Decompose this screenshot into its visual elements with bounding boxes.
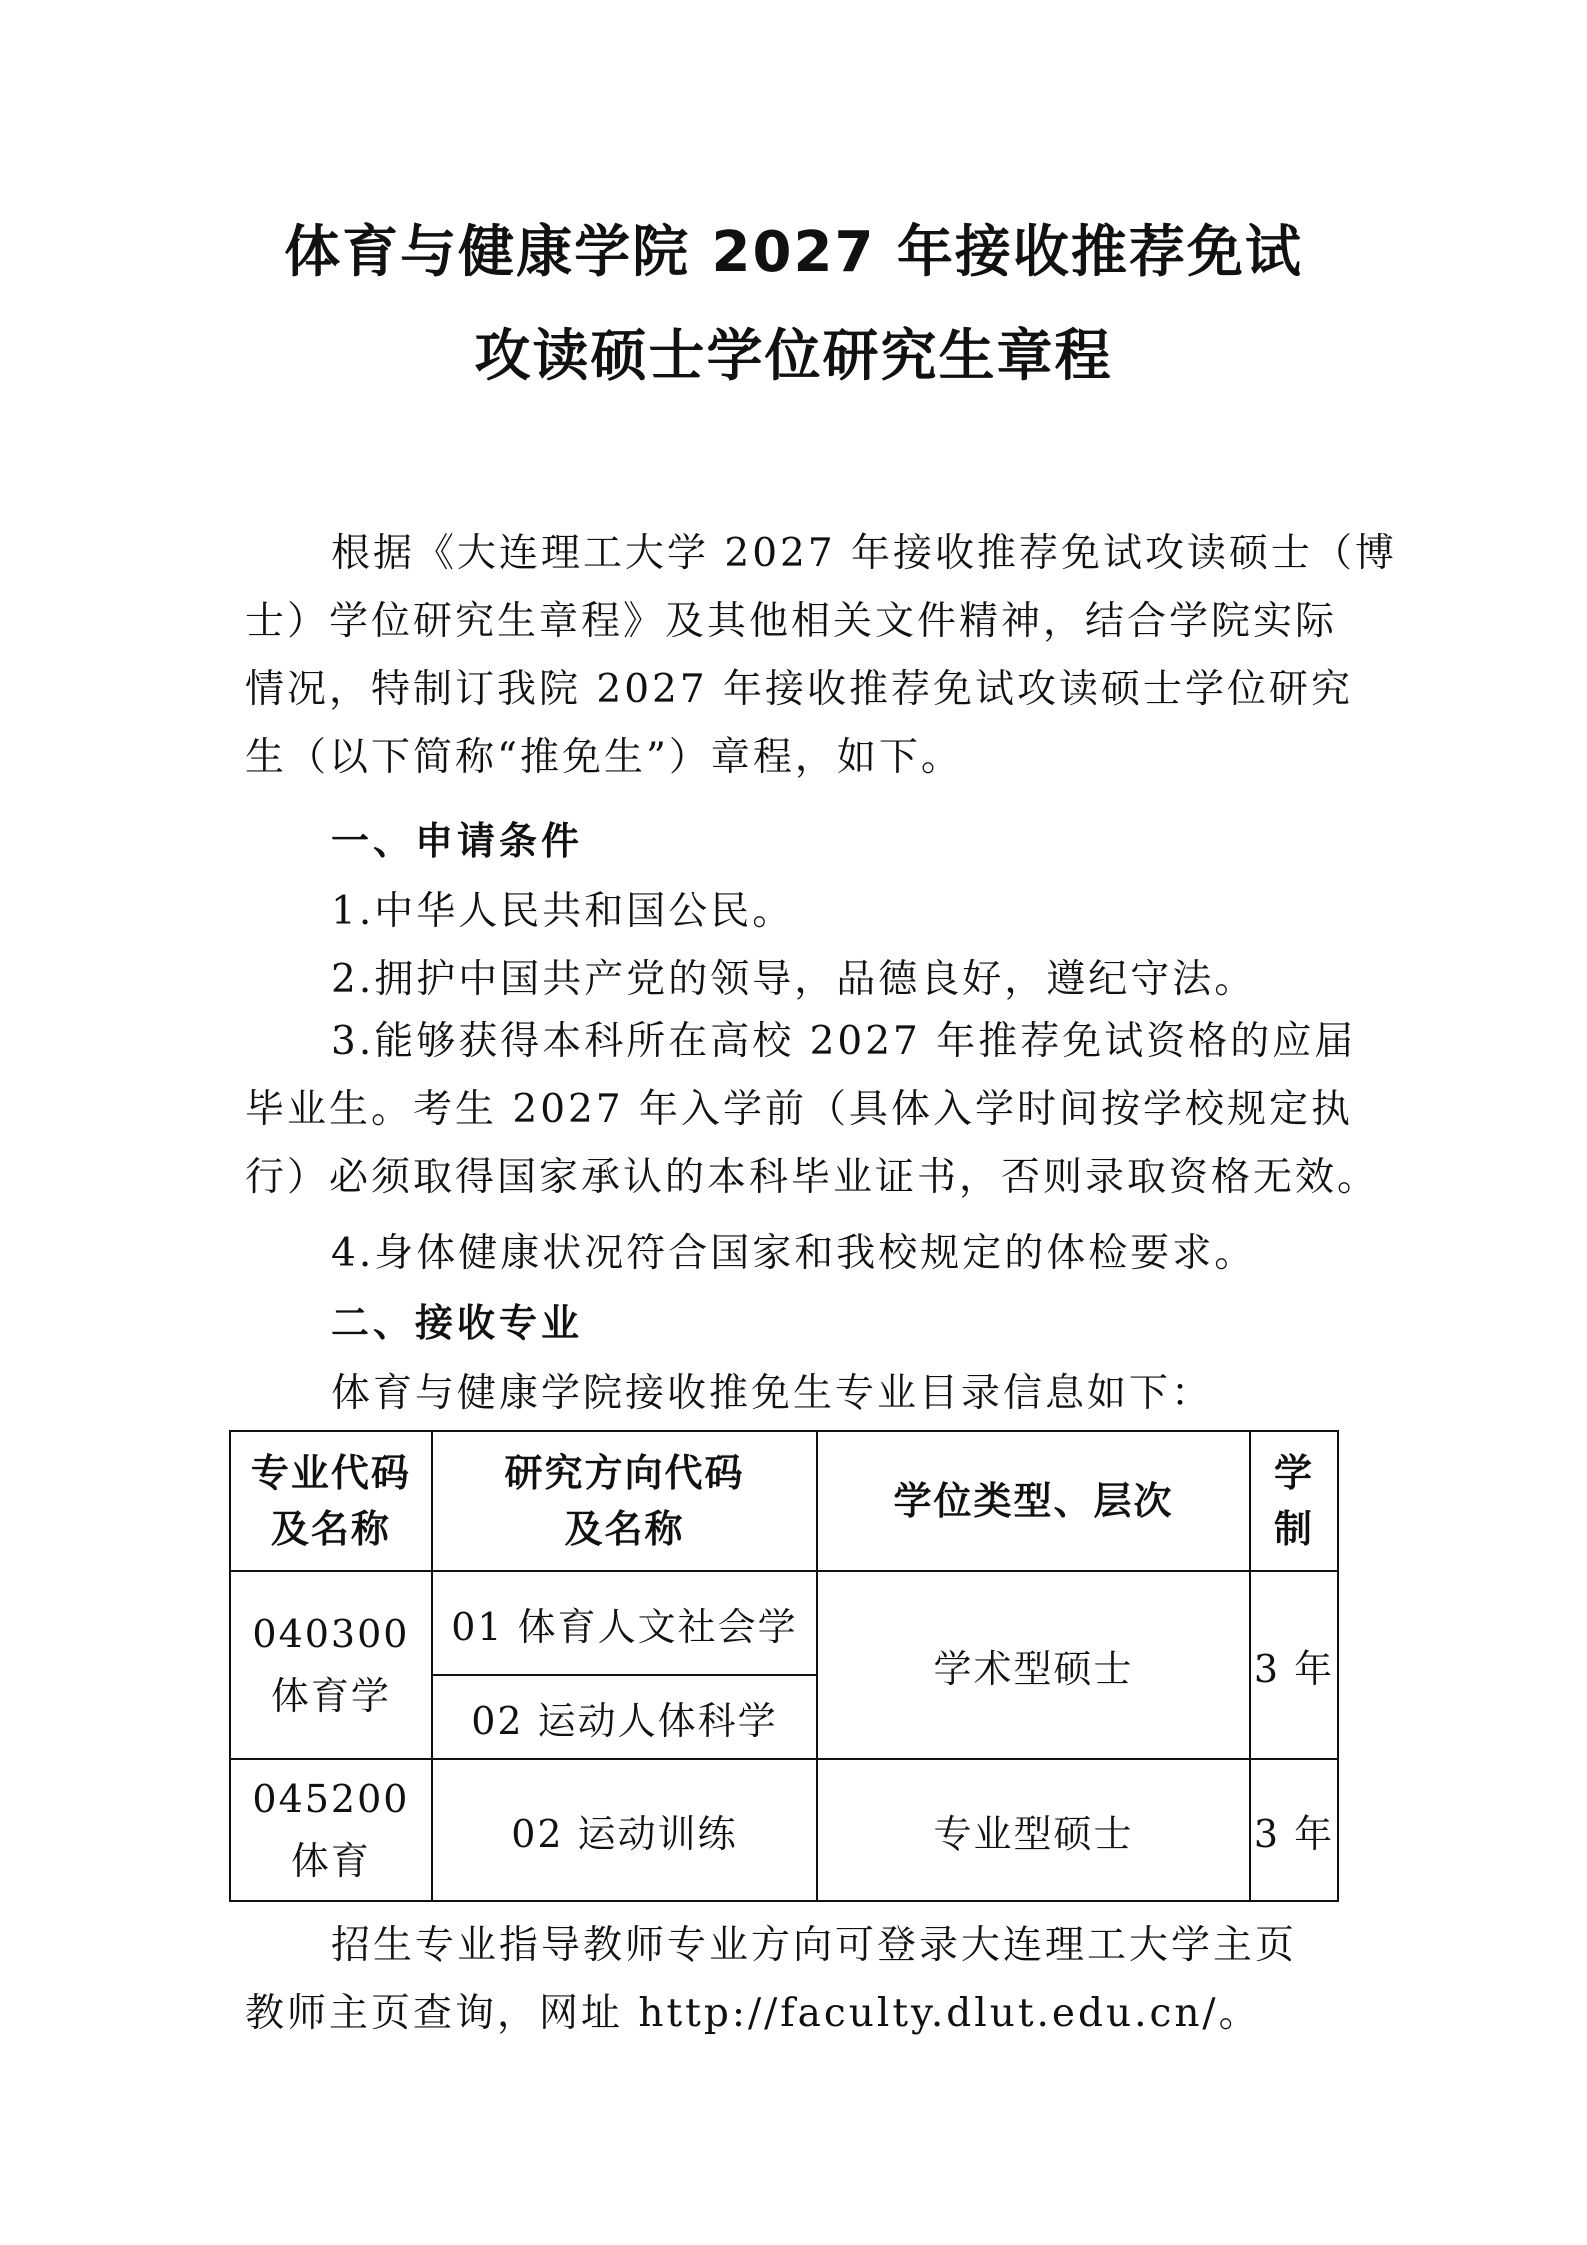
header-text: 学 [1274,1451,1315,1495]
header-text: 及名称 [564,1507,685,1551]
intro-line: 情况，特制订我院 2027 年接收推荐免试攻读硕士学位研究 [245,667,1354,712]
table-row [230,1571,1338,1675]
major-name: 体育 [290,1839,371,1883]
table-header-row [230,1431,1338,1571]
direction-cell: 02 运动训练 [432,1759,817,1901]
major-code: 040300 [252,1612,410,1656]
intro-paragraph [245,520,1398,792]
degree-cell: 专业型硕士 [817,1759,1250,1901]
header-text: 及名称 [270,1507,391,1551]
major-cell [230,1571,432,1759]
direction-cell: 01 体育人文社会学 [432,1571,817,1675]
header-text: 专业代码 [250,1451,411,1495]
direction-cell: 02 运动人体科学 [432,1675,817,1759]
intro-line: 生（以下简称“推免生”）章程，如下。 [245,735,963,780]
header-text: 学位类型、层次 [893,1479,1174,1523]
major-cell [230,1759,432,1901]
intro-line: 士）学位研究生章程》及其他相关文件精神，结合学院实际 [245,599,1338,644]
document-title-line1: 体育与健康学院 2027 年接收推荐免试 [284,220,1303,285]
header-duration [1250,1431,1338,1571]
majors-table [229,1430,1339,1902]
degree-cell: 学术型硕士 [817,1571,1250,1759]
major-name: 体育学 [270,1674,391,1718]
major-code: 045200 [252,1777,410,1821]
header-degree-type [817,1431,1250,1571]
duration-cell: 3 年 [1250,1759,1338,1901]
header-text: 制 [1274,1507,1315,1551]
faculty-note-line: 教师主页查询，网址 http://faculty.dlut.edu.cn/。 [245,1991,1261,2036]
condition-item-4: 4.身体健康状况符合国家和我校规定的体检要求。 [331,1231,1257,1276]
duration-cell: 3 年 [1250,1571,1338,1759]
document-title-line2: 攻读硕士学位研究生章程 [474,324,1113,389]
section-heading-application-conditions: 一、申请条件 [331,819,584,863]
table-row [230,1759,1338,1901]
condition-item-2: 2.拥护中国共产党的领导，品德良好，遵纪守法。 [331,957,1257,1002]
majors-intro-text: 体育与健康学院接收推免生专业目录信息如下： [331,1371,1214,1416]
header-major-code-name [230,1431,432,1571]
faculty-note-line: 招生专业指导教师专业方向可登录大连理工大学主页 [331,1923,1298,1968]
faculty-note-paragraph [245,1912,1345,2048]
header-direction-code-name [432,1431,817,1571]
condition-item-3-line: 行）必须取得国家承认的本科毕业证书，否则录取资格无效。 [245,1155,1380,1200]
condition-item-3-line: 3.能够获得本科所在高校 2027 年推荐免试资格的应届 [331,1019,1357,1064]
header-text: 研究方向代码 [504,1451,745,1495]
condition-item-3-line: 毕业生。考生 2027 年入学前（具体入学时间按学校规定执 [245,1087,1354,1132]
section-heading-majors: 二、接收专业 [331,1301,584,1345]
condition-item-3 [245,1008,1380,1212]
condition-item-1: 1.中华人民共和国公民。 [331,889,795,934]
intro-line: 根据《大连理工大学 2027 年接收推荐免试攻读硕士（博 [331,531,1398,576]
